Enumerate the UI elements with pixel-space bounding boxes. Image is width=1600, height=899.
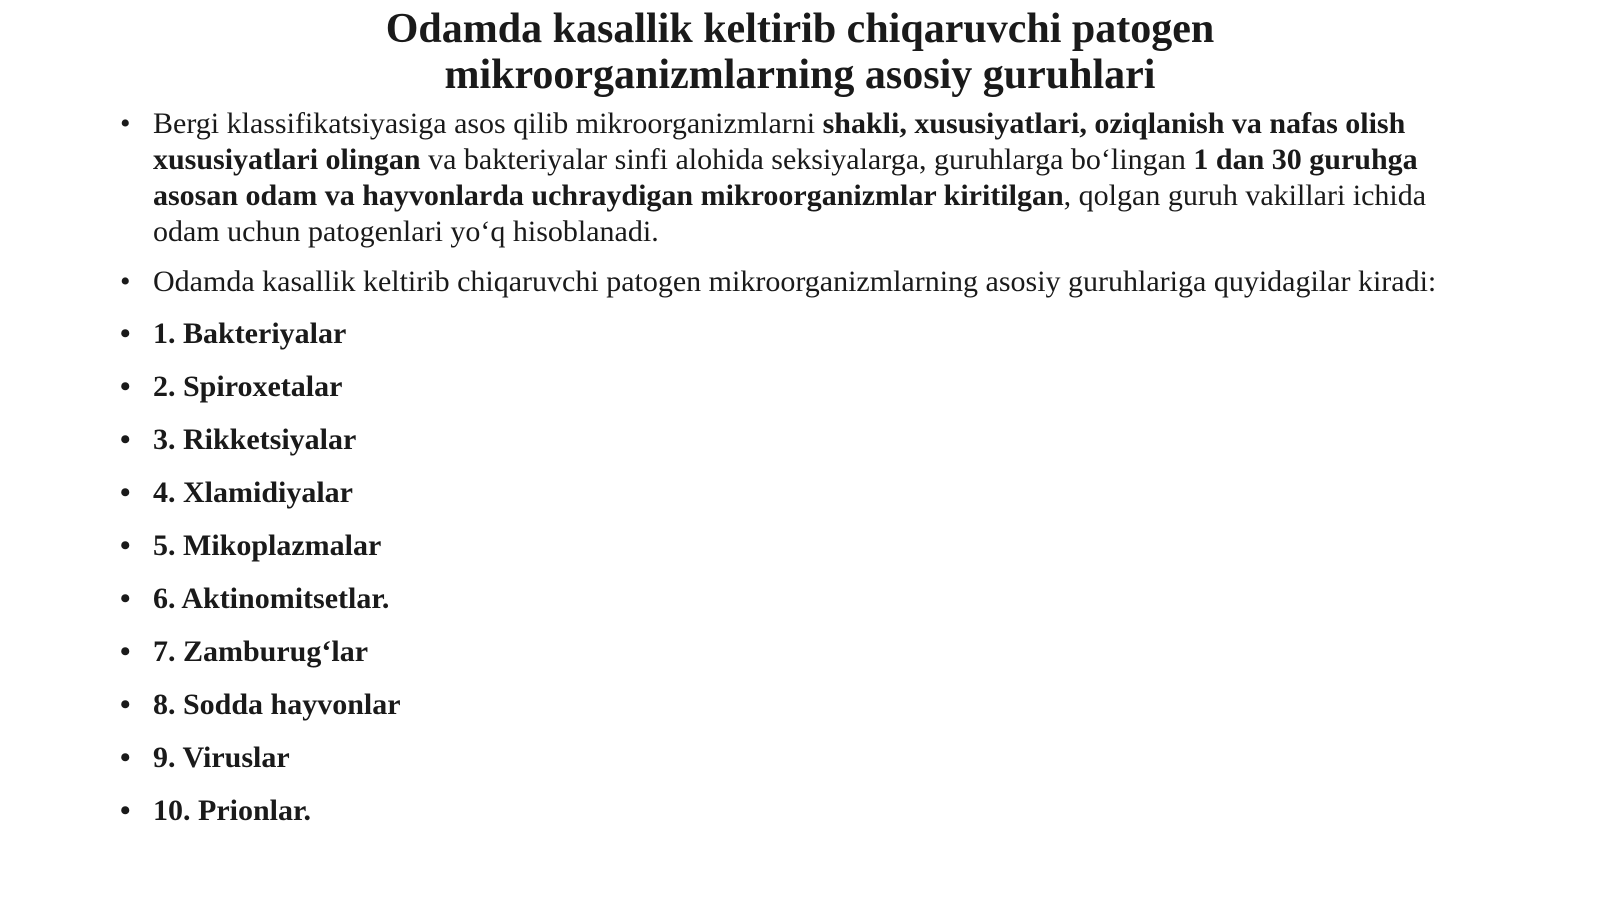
bullet-dot: •: [120, 741, 131, 774]
list-item: [120, 634, 1485, 670]
slide-title-line-2: mikroorganizmlarning asosiy guruhlari: [444, 52, 1156, 98]
bullet-dot: •: [120, 529, 131, 562]
bullet-dot: •: [120, 635, 131, 668]
paragraph-text: Bergi klassifikatsiyasiga asos qilib mikroorganizmlarni: [153, 107, 823, 140]
list-item: [120, 528, 1485, 564]
list-item-label: 10. Prionlar.: [153, 794, 312, 827]
list-item: [120, 369, 1485, 405]
bullet-paragraph-classification: [120, 106, 1485, 250]
bullet-dot: •: [120, 317, 131, 350]
list-item: [120, 422, 1485, 458]
list-item-label: 7. Zamburug‘lar: [153, 635, 369, 668]
list-item: [120, 740, 1485, 776]
list-item: [120, 793, 1485, 829]
bullet-dot: •: [120, 265, 131, 298]
list-item: [120, 687, 1485, 723]
list-item-label: 3. Rikketsiyalar: [153, 423, 357, 456]
list-item: [120, 475, 1485, 511]
slide-title-line-1: Odamda kasallik keltirib chiqaruvchi patogen: [385, 6, 1215, 52]
list-item: [120, 581, 1485, 617]
list-item-label: 5. Mikoplazmalar: [153, 529, 382, 562]
bullet-dot: •: [120, 107, 131, 140]
list-item: [120, 316, 1485, 352]
paragraph-bold-text: shakli, xususiyatlari, oziqlanish va nafas olish xususiyatlari olingan: [153, 107, 1406, 176]
list-item-label: 6. Aktinomitsetlar.: [153, 582, 390, 615]
slide-body: [120, 106, 1485, 846]
list-item-label: 9. Viruslar: [153, 741, 290, 774]
bullet-dot: •: [120, 423, 131, 456]
paragraph-text: , qolgan guruh vakillari ichida odam uchun patogenlari yo‘q hisoblanadi.: [153, 179, 1427, 248]
bullet-dot: •: [120, 370, 131, 403]
bullet-dot: •: [120, 476, 131, 509]
paragraph-text: va bakteriyalar sinfi alohida seksiyalarga, guruhlarga bo‘lingan: [420, 143, 1194, 176]
paragraph-bold-text: 1 dan 30 guruhga asosan odam va hayvonlarda uchraydigan mikroorganizmlar kiritilgan: [153, 143, 1418, 212]
list-item-label: 1. Bakteriyalar: [153, 317, 347, 350]
bullet-paragraph-groups-intro: [120, 264, 1485, 300]
slide-title: [240, 6, 1360, 98]
bullet-dot: •: [120, 794, 131, 827]
list-item-label: 8. Sodda hayvonlar: [153, 688, 401, 721]
list-item-label: 2. Spiroxetalar: [153, 370, 343, 403]
bullet-dot: •: [120, 688, 131, 721]
paragraph-text: Odamda kasallik keltirib chiqaruvchi patogen mikroorganizmlarning asosiy guruhlariga quyidagilar kiradi:: [153, 265, 1437, 298]
bullet-dot: •: [120, 582, 131, 615]
list-item-label: 4. Xlamidiyalar: [153, 476, 353, 509]
